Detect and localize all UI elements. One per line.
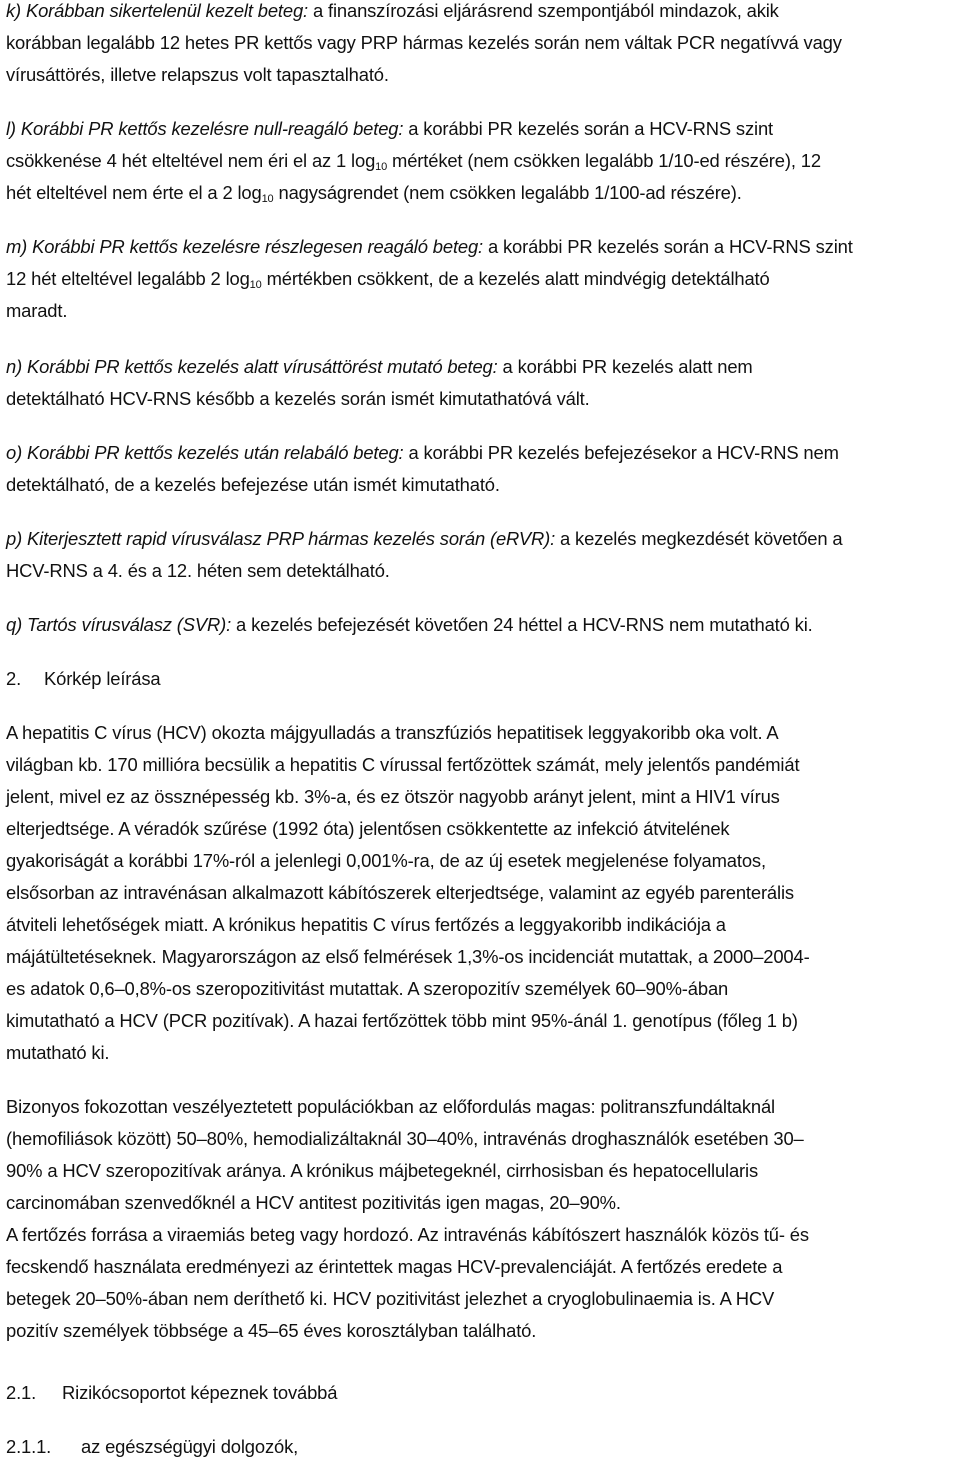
body-line: carcinomában szenvedőknél a HCV antitest pozitivitás igen magas, 20–90%.: [6, 1192, 621, 1213]
body-line: mutatható ki.: [6, 1042, 110, 1063]
body-line: elterjedtsége. A véradók szűrése (1992 óta) jelentősen csökkentette az infekció átvitelének: [6, 818, 730, 839]
para-k-line-1: k) Korábban sikertelenül kezelt beteg: a finanszírozási eljárásrend szempontjából mindazok, akik: [6, 0, 779, 21]
body-line: A fertőzés forrása a viraemiás beteg vagy hordozó. Az intravénás kábítószert használók közös tű- és: [6, 1224, 809, 1245]
para-p-line-2: HCV-RNS a 4. és a 12. héten sem detektálható.: [6, 560, 390, 581]
para-o-line-2: detektálható, de a kezelés befejezése után ismét kimutatható.: [6, 474, 500, 495]
body-line: átviteli lehetőségek miatt. A krónikus hepatitis C vírus fertőzés a leggyakoribb indikációja a: [6, 914, 726, 935]
body-line: kimutatható a HCV (PCR pozitívak). A hazai fertőzöttek több mint 95%-ánál 1. genotípus (főleg 1 b): [6, 1010, 798, 1031]
term-k: k) Korábban sikertelenül kezelt beteg:: [6, 0, 309, 21]
body-line: es adatok 0,6–0,8%-os szeropozitivitást mutattak. A szeropozitív személyek 60–90%-ában: [6, 978, 729, 999]
term-o: o) Korábbi PR kettős kezelés után relabáló beteg:: [6, 442, 404, 463]
body-line: betegek 20–50%-ában nem deríthető ki. HCV pozitivitást jelezhet a cryoglobulinaemia is. A HCV: [6, 1288, 775, 1309]
body-line: Bizonyos fokozottan veszélyeztetett populációkban az előfordulás magas: politranszfundáltaknál: [6, 1096, 775, 1117]
para-l-line-3: hét elteltével nem érte el a 2 $\log_{10}$ nagyságrendet (nem csökken legalább 1/100-ad részére).: [6, 182, 742, 205]
section-heading-2-1-1: 2.1.1. az egészségügyi dolgozók,: [6, 1436, 299, 1457]
section-heading-2: 2. Kórkép leírása: [6, 668, 161, 689]
term-n: n) Korábbi PR kettős kezelés alatt vírusáttörést mutató beteg:: [6, 356, 498, 377]
term-q: q) Tartós vírusválasz (SVR):: [6, 614, 232, 635]
para-n-line-2: detektálható HCV-RNS később a kezelés során ismét kimutathatóvá vált.: [6, 388, 590, 409]
para-q-line-1: q) Tartós vírusválasz (SVR): a kezelés befejezését követően 24 héttel a HCV-RNS nem mutatható ki.: [6, 614, 813, 635]
para-l-line-2: csökkenése 4 hét elteltével nem éri el az 1 $\log_{10}$ mértéket (nem csökken legalább 1/10-ed részére), 12: [6, 150, 821, 173]
para-m-line-3: maradt.: [6, 300, 68, 321]
para-k-line-2: korábban legalább 12 hetes PR kettős vagy PRP hármas kezelés során nem váltak PCR negatívvá vagy: [6, 32, 842, 53]
para-o-line-1: o) Korábbi PR kettős kezelés után relabáló beteg: a korábbi PR kezelés befejezésekor a HCV-RNS nem: [6, 442, 839, 463]
body-line: világban kb. 170 millióra becsülik a hepatitis C vírussal fertőzöttek számát, mely jelentős pandémiát: [6, 754, 800, 775]
body-line: jelent, mivel ez az össznépesség kb. 3%-a, és ez ötször nagyobb arányt jelent, mint a HIV1 vírus: [6, 786, 780, 807]
body-line: (hemofiliások között) 50–80%, hemodializáltaknál 30–40%, intravénás droghasználók esetében 30–: [6, 1128, 804, 1149]
para-m-line-2: 12 hét elteltével legalább 2 $\log_{10}$ mértékben csökkent, de a kezelés alatt mindvégig detektálható: [6, 268, 770, 291]
para-p-line-1: p) Kiterjesztett rapid vírusválasz PRP hármas kezelés során (eRVR): a kezelés megkezdését követően a: [6, 528, 843, 549]
section-heading-2-1: 2.1. Rizikócsoportot képeznek továbbá: [6, 1382, 338, 1403]
body-line: 90% a HCV szeropozitívak aránya. A krónikus májbetegeknél, cirrhosisban és hepatocellularis: [6, 1160, 759, 1181]
body-line: gyakoriságát a korábbi 17%-ról a jelenlegi 0,001%-ra, de az új esetek megjelenése folyamatos,: [6, 850, 766, 871]
term-m: m) Korábbi PR kettős kezelésre részlegesen reagáló beteg:: [6, 236, 484, 257]
body-line: fecskendő használata eredményezi az érintettek magas HCV-prevalenciáját. A fertőzés eredete a: [6, 1256, 783, 1277]
body-line: elsősorban az intravénásan alkalmazott kábítószerek elterjedtsége, valamint az egyéb parenterális: [6, 882, 794, 903]
para-k-line-3: vírusáttörés, illetve relapszus volt tapasztalható.: [6, 64, 389, 85]
para-n-line-1: n) Korábbi PR kettős kezelés alatt vírusáttörést mutató beteg: a korábbi PR kezelés alatt nem: [6, 356, 753, 377]
para-l-line-1: l) Korábbi PR kettős kezelésre null-reagáló beteg: a korábbi PR kezelés során a HCV-RNS szint: [6, 118, 773, 139]
para-m-line-1: m) Korábbi PR kettős kezelésre részlegesen reagáló beteg: a korábbi PR kezelés során a HCV-RNS szint: [6, 236, 853, 257]
body-line: májátültetéseknek. Magyarországon az első felmérések 1,3%-os incidenciát mutattak, a 2000–2004-: [6, 946, 810, 967]
body-line: A hepatitis C vírus (HCV) okozta májgyulladás a transzfúziós hepatitisek leggyakoribb oka volt. A: [6, 722, 779, 743]
term-p: p) Kiterjesztett rapid vírusválasz PRP hármas kezelés során (eRVR):: [6, 528, 556, 549]
body-line: pozitív személyek többsége a 45–65 éves korosztályban található.: [6, 1320, 537, 1341]
term-l: l) Korábbi PR kettős kezelésre null-reagáló beteg:: [6, 118, 404, 139]
